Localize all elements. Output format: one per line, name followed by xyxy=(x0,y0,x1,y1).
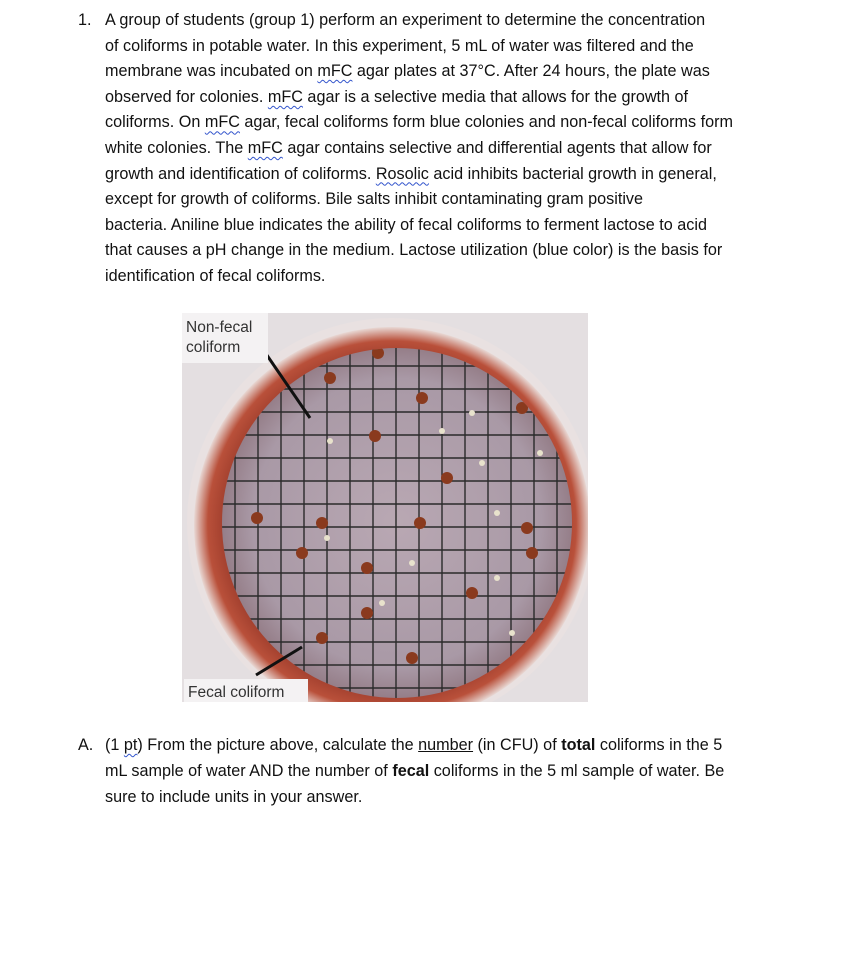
fecal-colony xyxy=(316,632,328,644)
question-1-line: of coliforms in potable water. In this experiment, 5 mL of water was filtered and the xyxy=(105,36,694,55)
spellcheck-word: Rosolic xyxy=(375,164,429,183)
nonfecal-colony xyxy=(379,600,385,606)
spellcheck-word: mFC xyxy=(247,138,283,157)
nonfecal-colony xyxy=(494,510,500,516)
fecal-colony xyxy=(441,472,453,484)
nonfecal-colony xyxy=(324,535,330,541)
bold-word: fecal xyxy=(392,762,430,780)
question-1-line: that causes a pH change in the medium. Lactose utilization (blue color) is the basis for xyxy=(105,241,723,260)
fecal-label: Fecal coliform xyxy=(188,684,285,701)
spellcheck-word: mFC xyxy=(204,113,240,132)
question-a-text xyxy=(105,732,818,810)
fecal-colony xyxy=(466,587,478,599)
question-1-line: observed for colonies. mFC agar is a selective media that allows for the growth of xyxy=(105,87,689,106)
question-letter: A. xyxy=(78,736,94,754)
question-1-line: white colonies. The mFC agar contains selective and differential agents that allow for xyxy=(105,138,712,157)
question-a-line: sure to include units in your answer. xyxy=(105,788,363,806)
bold-word: total xyxy=(561,736,596,754)
filter-membrane xyxy=(222,348,572,698)
nonfecal-colony xyxy=(409,560,415,566)
fecal-colony xyxy=(526,547,538,559)
question-1-line: identification of fecal coliforms. xyxy=(105,266,326,285)
nonfecal-colony xyxy=(469,410,475,416)
nonfecal-colony xyxy=(537,450,543,456)
underlined-word: number xyxy=(418,736,474,754)
question-1-line: A group of students (group 1) perform an experiment to determine the concentration xyxy=(105,11,706,29)
fecal-colony xyxy=(521,522,533,534)
spellcheck-word: pt xyxy=(123,736,138,754)
fecal-colony xyxy=(369,430,381,442)
fecal-colony xyxy=(406,652,418,664)
question-a-line: (1 pt) From the picture above, calculate the number (in CFU) of total coliforms in the 5 xyxy=(105,736,723,754)
question-1-line: bacteria. Aniline blue indicates the ability of fecal coliforms to ferment lactose to acid xyxy=(105,215,707,234)
fecal-colony xyxy=(316,517,328,529)
nonfecal-colony xyxy=(494,575,500,581)
nonfecal-label-line2: coliform xyxy=(186,339,241,356)
nonfecal-colony xyxy=(479,460,485,466)
nonfecal-label-line1: Non-fecal xyxy=(186,319,253,336)
fecal-colony xyxy=(414,517,426,529)
fecal-colony xyxy=(296,547,308,559)
nonfecal-colony xyxy=(439,428,445,434)
question-1-line: membrane was incubated on mFC agar plates at 37°C. After 24 hours, the plate was xyxy=(105,62,710,81)
fecal-colony xyxy=(416,392,428,404)
spellcheck-word: mFC xyxy=(267,87,303,106)
question-a-line: mL sample of water AND the number of fecal coliforms in the 5 ml sample of water. Be xyxy=(105,762,725,780)
question-number: 1. xyxy=(78,11,92,29)
petri-dish-photo xyxy=(182,313,588,702)
fecal-colony xyxy=(361,607,373,619)
spellcheck-word: mFC xyxy=(317,62,353,81)
question-1-line: except for growth of coliforms. Bile salts inhibit contaminating gram positive xyxy=(105,190,644,209)
nonfecal-colony xyxy=(509,630,515,636)
fecal-colony xyxy=(251,512,263,524)
question-1-line: coliforms. On mFC agar, fecal coliforms form blue colonies and non-fecal coliforms form xyxy=(105,113,733,132)
nonfecal-colony xyxy=(327,438,333,444)
question-1-line: growth and identification of coliforms. Rosolic acid inhibits bacterial growth in general, xyxy=(105,164,717,183)
petri-dish-figure xyxy=(182,313,588,702)
question-1-text xyxy=(105,8,835,290)
fecal-colony xyxy=(324,372,336,384)
fecal-colony xyxy=(361,562,373,574)
